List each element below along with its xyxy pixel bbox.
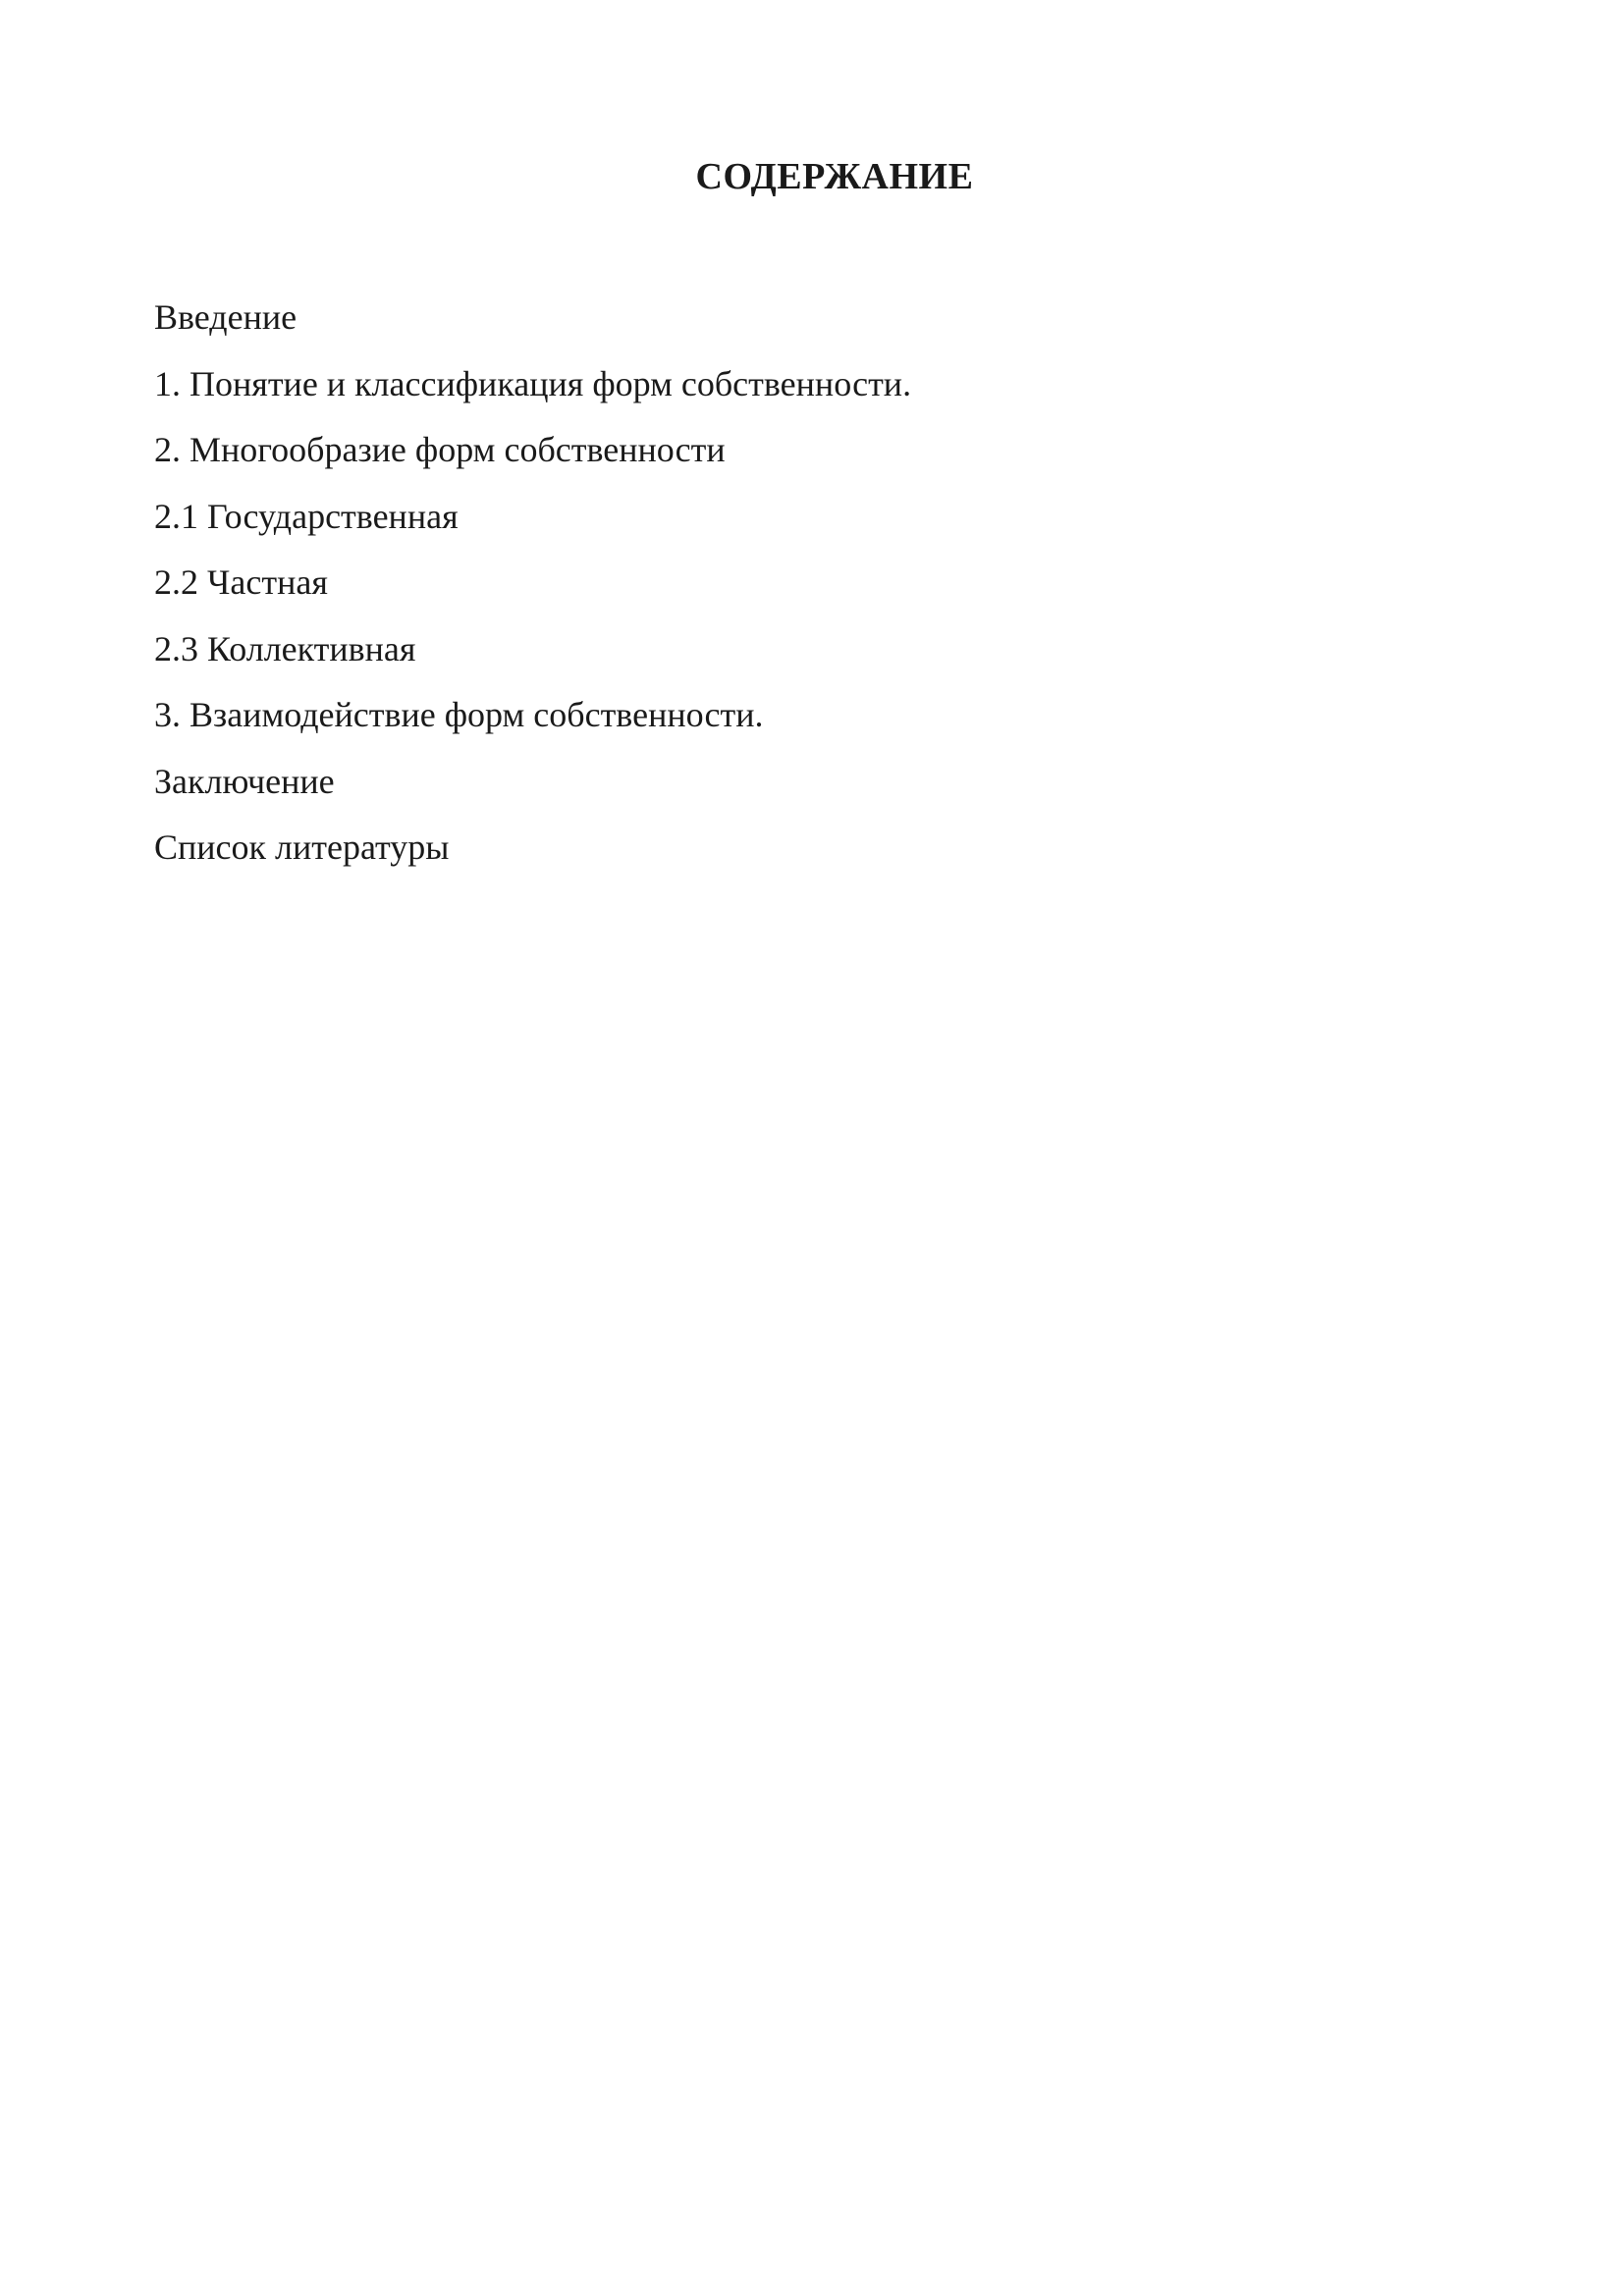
toc-item-section-2-3: 2.3 Коллективная [154,628,416,668]
page-title: СОДЕРЖАНИЕ [695,156,974,197]
toc-item-references: Список литературы [154,828,450,867]
toc-item-section-2-2: 2.2 Частная [154,562,328,602]
toc-item-section-2: 2. Многообразие форм собственности [154,430,726,469]
toc-item-conclusion: Заключение [154,761,335,801]
toc-item-introduction: Введение [154,297,298,337]
toc-item-section-2-1: 2.1 Государственная [154,496,459,536]
toc-item-section-3: 3. Взаимодействие форм собственности. [154,695,764,734]
table-of-contents [154,285,911,881]
toc-item-section-1: 1. Понятие и классификация форм собственности. [154,363,912,403]
